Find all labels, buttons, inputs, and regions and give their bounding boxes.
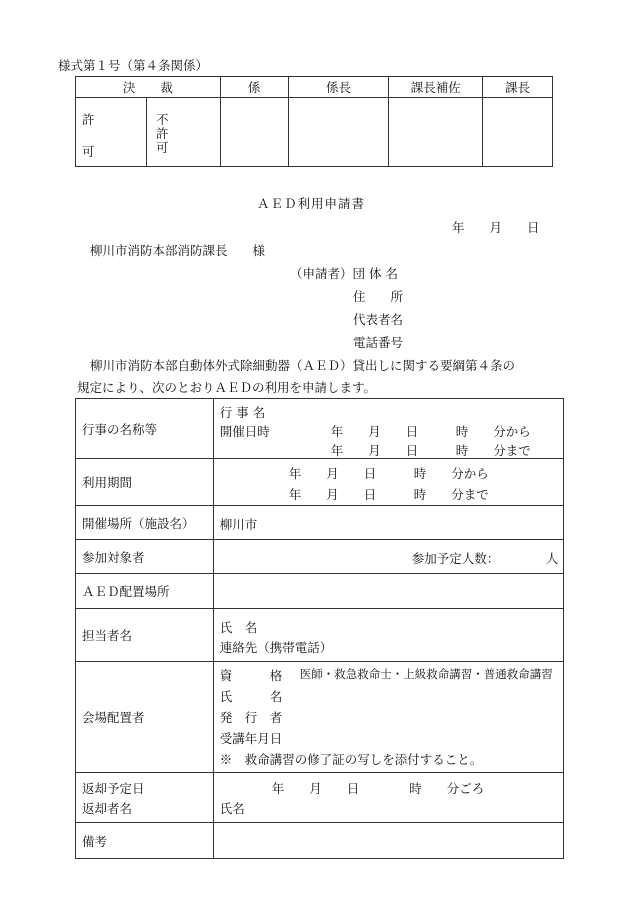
row-venue (76, 506, 564, 540)
addressee: 柳川市消防本部消防課長 様 (90, 243, 266, 258)
application-date: 年 月 日 (452, 220, 540, 235)
remarks-value (213, 823, 563, 859)
event-label: 行事の名称等 (76, 399, 214, 459)
return-time: 年 月 日 時 分ごろ (271, 781, 485, 796)
staff-value (213, 662, 563, 773)
venue-label: 開催場所（施設名） (76, 506, 214, 540)
approval-staff-seal (220, 98, 288, 167)
nonpermit-3: 可 (156, 140, 169, 155)
application-table (75, 398, 564, 859)
approval-header-staff: 係 (220, 77, 288, 98)
event-datetime-label: 開催日時 (219, 424, 270, 439)
applicant-org-label: （申請者）団 体 名 (290, 266, 398, 281)
placement-value (213, 574, 563, 609)
body-text-line-2: 規定により、次のとおりＡＥＤの利用を申請します。 (77, 380, 377, 395)
staff-qual-value: 医師・救急救命士・上級救命講習・普通救命講習 (299, 667, 553, 681)
period-label: 利用期間 (76, 459, 214, 506)
approval-header-chief: 係長 (288, 77, 389, 98)
contact-value (213, 609, 563, 662)
staff-issuer-label: 発 行 者 (219, 710, 283, 725)
target-label: 参加対象者 (76, 540, 214, 574)
approval-manager-seal (483, 98, 553, 167)
approval-assistant-manager-seal (389, 98, 483, 167)
event-to: 年 月 日 時 分まで (330, 443, 531, 458)
row-placement (76, 574, 564, 609)
staff-label: 会場配置者 (76, 662, 214, 773)
approval-header-row (76, 77, 553, 98)
return-label-cell (76, 773, 214, 823)
staff-note: ※ 救命講習の修了証の写しを添付すること。 (219, 752, 483, 767)
period-value (213, 459, 563, 506)
venue-value (213, 506, 563, 540)
nonpermit-1: 不 (156, 112, 169, 127)
approval-decision-cell (76, 98, 221, 167)
row-remarks (76, 823, 564, 859)
form-number: 様式第１号（第４条関係） (58, 58, 209, 73)
period-from: 年 月 日 時 分から (288, 466, 489, 481)
return-person-label: 返却者名 (82, 801, 133, 816)
contact-name-label: 氏 名 (219, 620, 258, 635)
period-to: 年 月 日 時 分まで (288, 487, 489, 502)
placement-label: ＡＥＤ配置場所 (76, 574, 214, 609)
contact-phone-label: 連絡先（携帯電話） (219, 640, 333, 655)
document-title: ＡＥＤ利用申請書 (257, 196, 366, 211)
return-name-label: 氏名 (219, 801, 245, 816)
body-text-line-1: 柳川市消防本部自動体外式除細動器（ＡＥＤ）貸出しに関する要綱第４条の (90, 358, 516, 373)
row-return (76, 773, 564, 823)
target-value (213, 540, 563, 574)
return-date-label: 返却予定日 (82, 781, 145, 796)
event-value (213, 399, 563, 459)
approval-table (75, 76, 553, 167)
staff-date-label: 受講年月日 (219, 731, 283, 746)
approval-body-row (76, 98, 553, 167)
remarks-label: 備考 (76, 823, 214, 859)
row-period (76, 459, 564, 506)
event-name-label: 行 事 名 (219, 405, 266, 420)
permit-top: 許 (82, 112, 95, 127)
nonpermit-2: 許 (156, 126, 169, 141)
participant-count-label: 参加予定人数： (411, 551, 500, 566)
approval-header-manager: 課長 (483, 77, 553, 98)
approval-header-assistant-manager: 課長補佐 (389, 77, 483, 98)
return-value (213, 773, 563, 823)
row-target (76, 540, 564, 574)
applicant-phone-label: 電話番号 (353, 335, 404, 350)
event-from: 年 月 日 時 分から (330, 424, 531, 439)
approval-chief-seal (288, 98, 389, 167)
contact-label: 担当者名 (76, 609, 214, 662)
applicant-rep-label: 代表者名 (353, 312, 404, 327)
decision-divider (146, 98, 147, 166)
venue-city: 柳川市 (219, 517, 258, 532)
staff-name-label: 氏 名 (219, 689, 283, 704)
permit-bottom: 可 (82, 144, 95, 159)
participant-count-unit: 人 (545, 551, 559, 566)
approval-header-decision: 決 裁 (76, 77, 221, 98)
row-event (76, 399, 564, 459)
staff-qual-label: 資 格 (219, 668, 283, 683)
row-staff (76, 662, 564, 773)
applicant-address-label: 住 所 (353, 289, 404, 304)
row-contact (76, 609, 564, 662)
